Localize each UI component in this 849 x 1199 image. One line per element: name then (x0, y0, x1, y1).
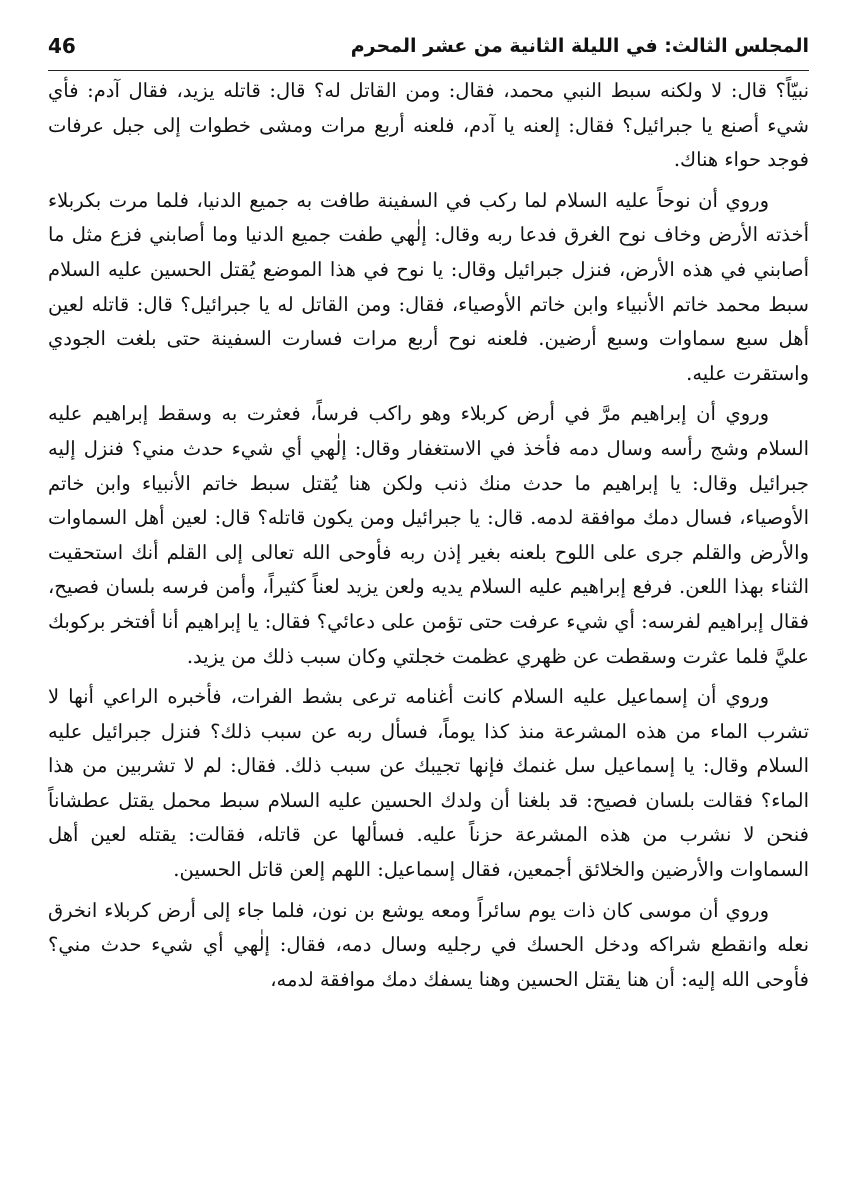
body-text (48, 74, 809, 1003)
paragraph: وروي أن نوحاً عليه السلام لما ركب في السفينة طافت به جميع الدنيا، فلما مرت بكربلاء أخذته الأرض وخاف نوح الغرق فدعا ربه وقال: إلٰهي طفت جميع الدنيا وما أصابني فزع مثل ما أصابني في هذه الأرض، فنزل جبرائيل وقال: يا نوح في هذا الموضع يُقتل الحسين عليه السلام سبط محمد خاتم الأنبياء وابن خاتم الأوصياء، فقال: ومن القاتل له يا جبرائيل؟ قال: قاتله لعين أهل سبع سماوات وسبع أرضين. فلعنه نوح أربع مرات فسارت السفينة حتى بلغت الجودي واستقرت عليه. (48, 188, 809, 385)
paragraph: نبيّاً؟ قال: لا ولكنه سبط النبي محمد، فقال: ومن القاتل له؟ قال: قاتله يزيد، فقال آدم: فأي شيء أصنع يا جبرائيل؟ فقال: إلعنه يا آدم، فلعنه أربع مرات ومشى خطوات إلى جبل عرفات فوجد حواء هناك. (48, 79, 809, 172)
paragraph: وروي أن إسماعيل عليه السلام كانت أغنامه ترعى بشط الفرات، فأخبره الراعي أنها لا تشرب الماء من هذه المشرعة منذ كذا يوماً، فسأل ربه عن سبب ذلك؟ فنزل جبرائيل عليه السلام وقال: يا إسماعيل سل غنمك فإنها تجيبك عن سبب ذلك. فقال: لم لا تشربين من هذا الماء؟ فقالت بلسان فصيح: قد بلغنا أن ولدك الحسين عليه السلام سبط محمل يقتل عطشاناً فنحن لا نشرب من هذه المشرعة حزناً عليه. فسألها عن قاتله، فقالت: يقتله لعين أهل السماوات والأرضين والخلائق أجمعين، فقال إسماعيل: اللهم إلعن قاتل الحسين. (48, 685, 809, 882)
header-rule (48, 70, 809, 71)
page-header (48, 26, 809, 66)
page-number: 46 (48, 34, 76, 58)
paragraph: وروي أن إبراهيم مرَّ في أرض كربلاء وهو راكب فرساً، فعثرت به وسقط إبراهيم عليه السلام وشج رأسه وسال دمه فأخذ في الاستغفار وقال: إلٰهي أي شيء حدث مني؟ فنزل إليه جبرائيل وقال: يا إبراهيم ما حدث منك ذنب ولكن هنا يُقتل سبط خاتم الأنبياء وابن خاتم الأوصياء، فسال دمك موافقة لدمه. قال: يا جبرائيل ومن يكون قاتله؟ قال: لعين أهل السماوات والأرض والقلم جرى على اللوح بلعنه بغير إذن ربه فأوحى الله تعالى إلى القلم أنك استحقيت الثناء بهذا اللعن. فرفع إبراهيم عليه السلام يديه ولعن يزيد لعناً كثيراً، وأمن فرسه بلسان فصيح، فقال إبراهيم لفرسه: أي شيء عرفت حتى تؤمن على دعائي؟ فقال: يا إبراهيم أنا أفتخر بركوبك عليَّ فلما عثرت وسقطت عن ظهري عظمت خجلتي وكان سبب ذلك من يزيد. (48, 402, 809, 668)
paragraph: وروي أن موسى كان ذات يوم سائراً ومعه يوشع بن نون، فلما جاء إلى أرض كربلاء انخرق نعله وانقطع شراكه ودخل الحسك في رجليه وسال دمه، فقال: إلٰهي أي شيء حدث مني؟ فأوحى الله إليه: أن هنا يقتل الحسين وهنا يسفك دمك موافقة لدمه، (48, 898, 809, 991)
running-title: المجلس الثالث: في الليلة الثانية من عشر المحرم (350, 35, 809, 57)
